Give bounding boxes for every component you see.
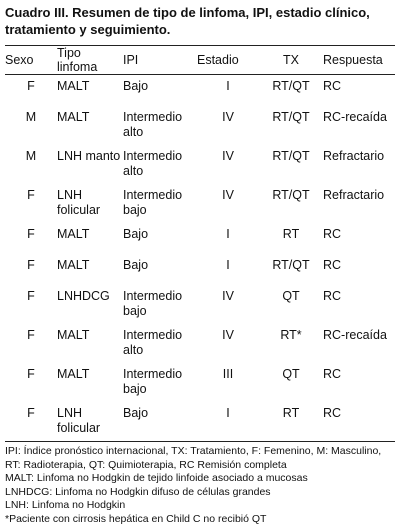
cell-sexo: F	[5, 75, 57, 106]
table-title: Cuadro III. Resumen de tipo de linfoma, IPI, estadio clínico, tratamiento y seguimiento.	[5, 4, 405, 38]
cell-estadio: I	[197, 223, 259, 254]
header-tx: TX	[259, 46, 323, 74]
cell-tx: RT/QT	[259, 254, 323, 285]
cell-estadio: I	[197, 75, 259, 106]
cell-ipi: Bajo	[123, 254, 197, 285]
cell-tipo: LNH folicular	[57, 402, 123, 441]
cell-respuesta: Refractario	[323, 184, 395, 223]
table-row	[5, 184, 395, 223]
cell-ipi: Intermedio bajo	[123, 184, 197, 223]
cell-sexo: F	[5, 324, 57, 363]
cell-tipo: MALT	[57, 106, 123, 145]
table-row	[5, 145, 395, 184]
cell-tipo: MALT	[57, 75, 123, 106]
footnote-line: RT: Radioterapia, QT: Quimioterapia, RC Remisión completa	[5, 459, 405, 473]
cell-respuesta: RC	[323, 402, 395, 441]
cell-respuesta: RC	[323, 75, 395, 106]
cell-tx: RT/QT	[259, 75, 323, 106]
cell-ipi: Intermedio bajo	[123, 285, 197, 324]
table-header-row	[5, 46, 395, 74]
cell-estadio: IV	[197, 324, 259, 363]
cell-respuesta: RC	[323, 363, 395, 402]
cell-ipi: Intermedio alto	[123, 324, 197, 363]
table-row	[5, 106, 395, 145]
cell-tipo: MALT	[57, 363, 123, 402]
table-row	[5, 402, 395, 441]
cell-tx: RT/QT	[259, 106, 323, 145]
cell-sexo: F	[5, 223, 57, 254]
cell-tipo: MALT	[57, 254, 123, 285]
footnote-line: IPI: Índice pronóstico internacional, TX: Tratamiento, F: Femenino, M: Masculino,	[5, 445, 405, 459]
cell-ipi: Bajo	[123, 223, 197, 254]
cell-tipo: LNHDCG	[57, 285, 123, 324]
cell-estadio: I	[197, 254, 259, 285]
cell-estadio: III	[197, 363, 259, 402]
cell-ipi: Intermedio alto	[123, 145, 197, 184]
cell-estadio: I	[197, 402, 259, 441]
cell-respuesta: Refractario	[323, 145, 395, 184]
cell-tipo: MALT	[57, 324, 123, 363]
table-footnotes	[5, 445, 405, 526]
header-estadio: Estadio	[197, 46, 259, 74]
cell-tx: RT/QT	[259, 145, 323, 184]
cell-respuesta: RC-recaída	[323, 324, 395, 363]
cell-estadio: IV	[197, 184, 259, 223]
cell-sexo: F	[5, 402, 57, 441]
cell-tx: RT/QT	[259, 184, 323, 223]
cell-sexo: F	[5, 285, 57, 324]
cell-estadio: IV	[197, 106, 259, 145]
cell-respuesta: RC	[323, 223, 395, 254]
table-bottom-rule	[5, 441, 395, 442]
cell-respuesta: RC-recaída	[323, 106, 395, 145]
cell-tx: RT	[259, 402, 323, 441]
cell-ipi: Intermedio bajo	[123, 363, 197, 402]
cell-tipo: MALT	[57, 223, 123, 254]
cell-sexo: M	[5, 106, 57, 145]
cell-tx: QT	[259, 363, 323, 402]
table-row	[5, 324, 395, 363]
table-row	[5, 223, 395, 254]
cell-sexo: F	[5, 254, 57, 285]
cell-sexo: F	[5, 184, 57, 223]
header-respuesta: Respuesta	[323, 46, 395, 74]
cell-sexo: F	[5, 363, 57, 402]
header-sexo: Sexo	[5, 46, 57, 74]
header-ipi: IPI	[123, 46, 197, 74]
footnote-line: MALT: Linfoma no Hodgkin de tejido linfoide asociado a mucosas	[5, 472, 405, 486]
footnote-line: *Paciente con cirrosis hepática en Child C no recibió QT	[5, 513, 405, 526]
cell-tipo: LNH folicular	[57, 184, 123, 223]
cell-ipi: Bajo	[123, 75, 197, 106]
cell-estadio: IV	[197, 145, 259, 184]
cell-tx: RT*	[259, 324, 323, 363]
table-row	[5, 254, 395, 285]
footnote-line: LNHDCG: Linfoma no Hodgkin difuso de células grandes	[5, 486, 405, 500]
table-row	[5, 75, 395, 106]
cell-tx: RT	[259, 223, 323, 254]
footnote-line: LNH: Linfoma no Hodgkin	[5, 499, 405, 513]
cell-ipi: Intermedio alto	[123, 106, 197, 145]
cell-estadio: IV	[197, 285, 259, 324]
summary-table	[5, 46, 395, 441]
cell-tipo: LNH manto	[57, 145, 123, 184]
cell-respuesta: RC	[323, 254, 395, 285]
cell-respuesta: RC	[323, 285, 395, 324]
cell-sexo: M	[5, 145, 57, 184]
cell-ipi: Bajo	[123, 402, 197, 441]
table-row	[5, 363, 395, 402]
cell-tx: QT	[259, 285, 323, 324]
table-row	[5, 285, 395, 324]
header-tipo-linfoma: Tipo linfoma	[57, 46, 123, 74]
